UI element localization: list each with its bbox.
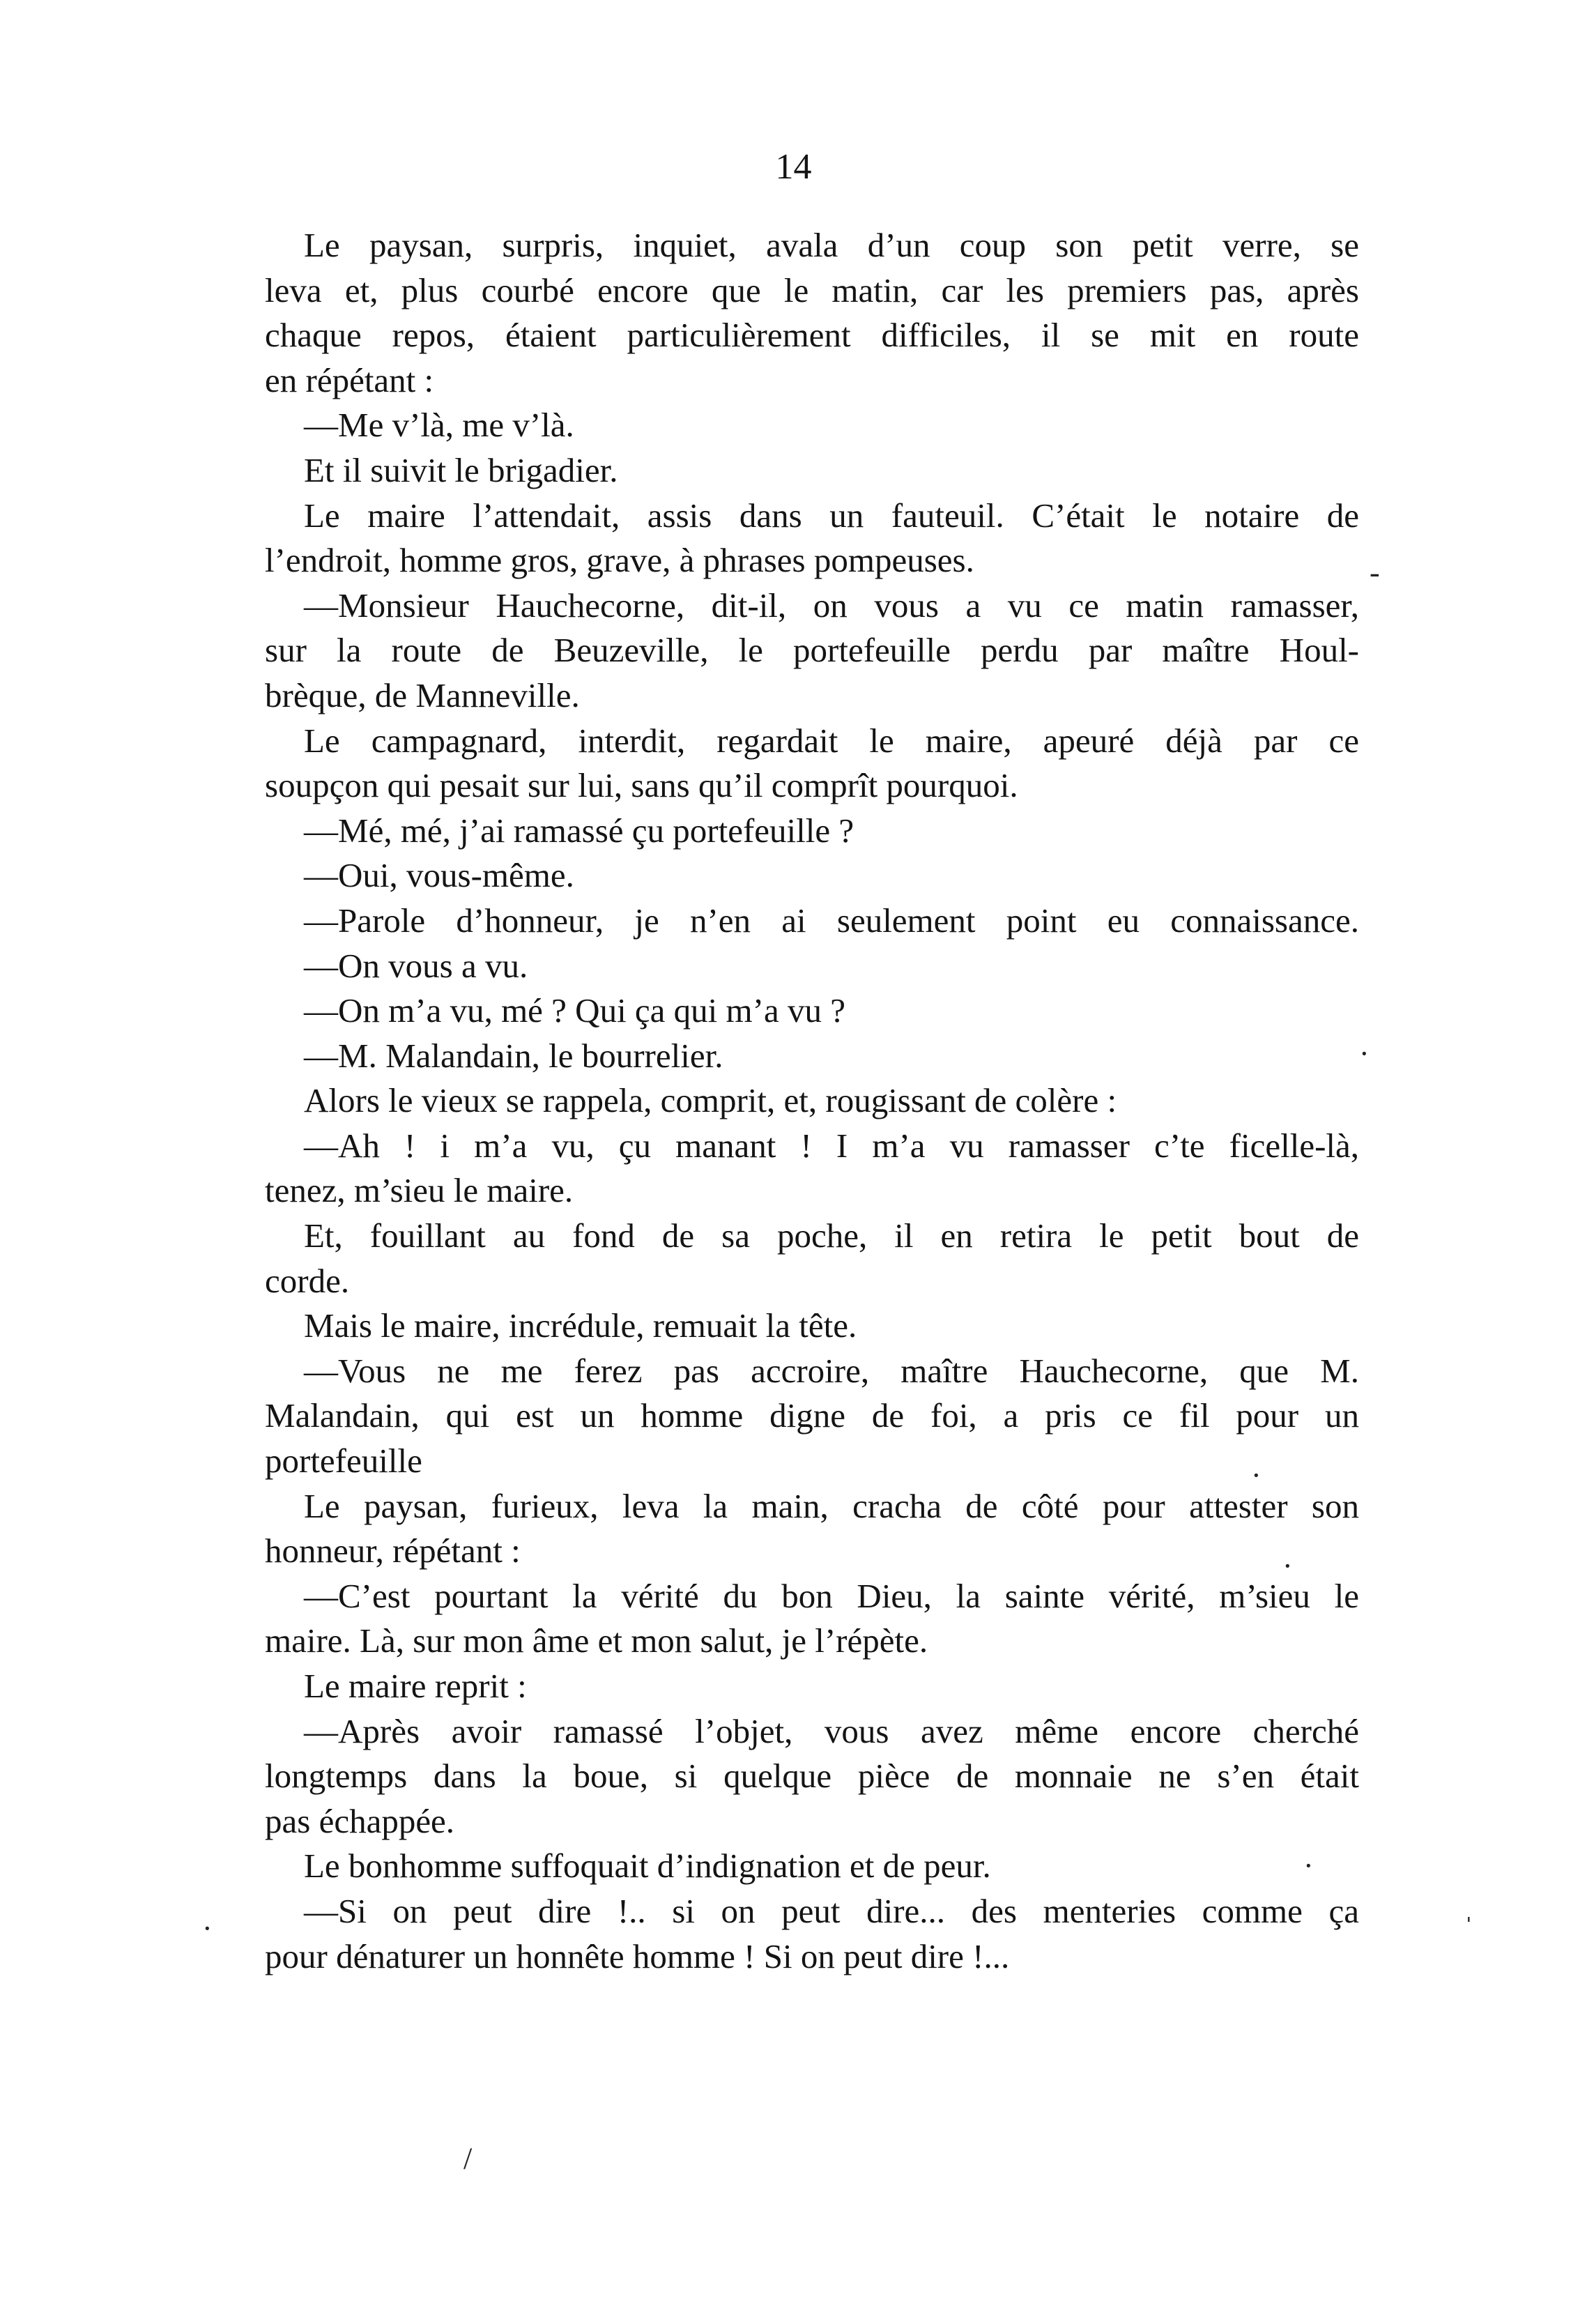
scan-speck: ˈ <box>1464 1911 1474 1945</box>
text-line: pour dénaturer un honnête homme ! Si on peut dire !... <box>265 1936 1010 1975</box>
text-line: sur la route de Beuzeville, le portefeuille perdu par maître Houl- <box>265 631 1359 670</box>
text-line: Malandain, qui est un homme digne de foi, a pris ce fil pour un <box>265 1396 1359 1435</box>
text-line: Alors le vieux se rappela, comprit, et, rougissant de colère : <box>304 1081 1117 1120</box>
text-line: —Vous ne me ferez pas accroire, maître Hauchecorne, que M. <box>304 1351 1359 1390</box>
text-line: —Monsieur Hauchecorne, dit-il, on vous a vu ce matin ramasser, <box>304 586 1359 625</box>
text-line: l’endroit, homme gros, grave, à phrases pompeuses. <box>265 541 974 580</box>
text-line: leva et, plus courbé encore que le matin, car les premiers pas, après <box>265 270 1359 309</box>
text-line: —Oui, vous-même. <box>304 856 574 895</box>
scan-speck: · <box>1359 1037 1370 1071</box>
text-line: —Me v’là, me v’là. <box>304 406 574 445</box>
text-line: portefeuille <box>265 1442 422 1481</box>
text-line: brèque, de Manneville. <box>265 675 580 714</box>
text-line: Mais le maire, incrédule, remuait la tête. <box>304 1306 857 1345</box>
text-line: —Mé, mé, j’ai ramassé çu portefeuille ? <box>304 811 854 850</box>
text-line: chaque repos, étaient particulièrement difficiles, il se mit en route <box>265 316 1359 355</box>
text-line: Le paysan, furieux, leva la main, cracha de côté pour attester son <box>304 1486 1359 1525</box>
text-line: Le paysan, surpris, inquiet, avala d’un coup son petit verre, se <box>304 226 1359 264</box>
scan-speck: · <box>1303 1849 1314 1883</box>
scan-speck: · <box>1251 1458 1262 1492</box>
text-line: —On m’a vu, mé ? Qui ça qui m’a vu ? <box>304 991 845 1030</box>
text-line: —Parole d’honneur, je n’en ai seulement point eu connaissance. <box>304 901 1359 940</box>
text-line: Et il suivit le brigadier. <box>304 450 618 489</box>
text-line: honneur, répétant : <box>265 1531 521 1570</box>
text-line: Le maire reprit : <box>304 1667 527 1705</box>
text-line: Et, fouillant au fond de sa poche, il en retira le petit bout de <box>304 1216 1359 1255</box>
text-line: —Ah ! i m’a vu, çu manant ! I m’a vu ramasser c’te ficelle-là, <box>304 1126 1359 1165</box>
text-line: corde. <box>265 1261 350 1300</box>
text-line: Le bonhomme suffoquait d’indignation et de peur. <box>304 1847 991 1886</box>
scan-speck: · <box>202 1911 213 1945</box>
text-line: Le campagnard, interdit, regardait le maire, apeuré déjà par ce <box>304 721 1359 760</box>
text-line: —Si on peut dire !.. si on peut dire... des menteries comme ça <box>304 1891 1359 1930</box>
scan-speck: / <box>463 2141 473 2176</box>
text-line: —Après avoir ramassé l’objet, vous avez même encore cherché <box>304 1711 1359 1750</box>
text-line: Le maire l’attendait, assis dans un fauteuil. C’était le notaire de <box>304 496 1359 535</box>
page-number: 14 <box>775 147 812 187</box>
text-line: maire. Là, sur mon âme et mon salut, je l’répète. <box>265 1621 928 1660</box>
text-line: —M. Malandain, le bourrelier. <box>304 1036 723 1075</box>
text-line: —C’est pourtant la vérité du bon Dieu, la sainte vérité, m’sieu le <box>304 1576 1359 1615</box>
text-line: —On vous a vu. <box>304 946 528 985</box>
scan-speck: · <box>1282 1549 1293 1583</box>
text-line: pas échappée. <box>265 1801 455 1840</box>
scan-speck: - <box>1370 556 1380 590</box>
text-line: en répétant : <box>265 360 434 399</box>
text-line: soupçon qui pesait sur lui, sans qu’il comprît pourquoi. <box>265 766 1018 805</box>
body-text <box>265 223 1359 1979</box>
text-line: longtemps dans la boue, si quelque pièce de monnaie ne s’en était <box>265 1757 1359 1796</box>
text-line: tenez, m’sieu le maire. <box>265 1171 574 1210</box>
